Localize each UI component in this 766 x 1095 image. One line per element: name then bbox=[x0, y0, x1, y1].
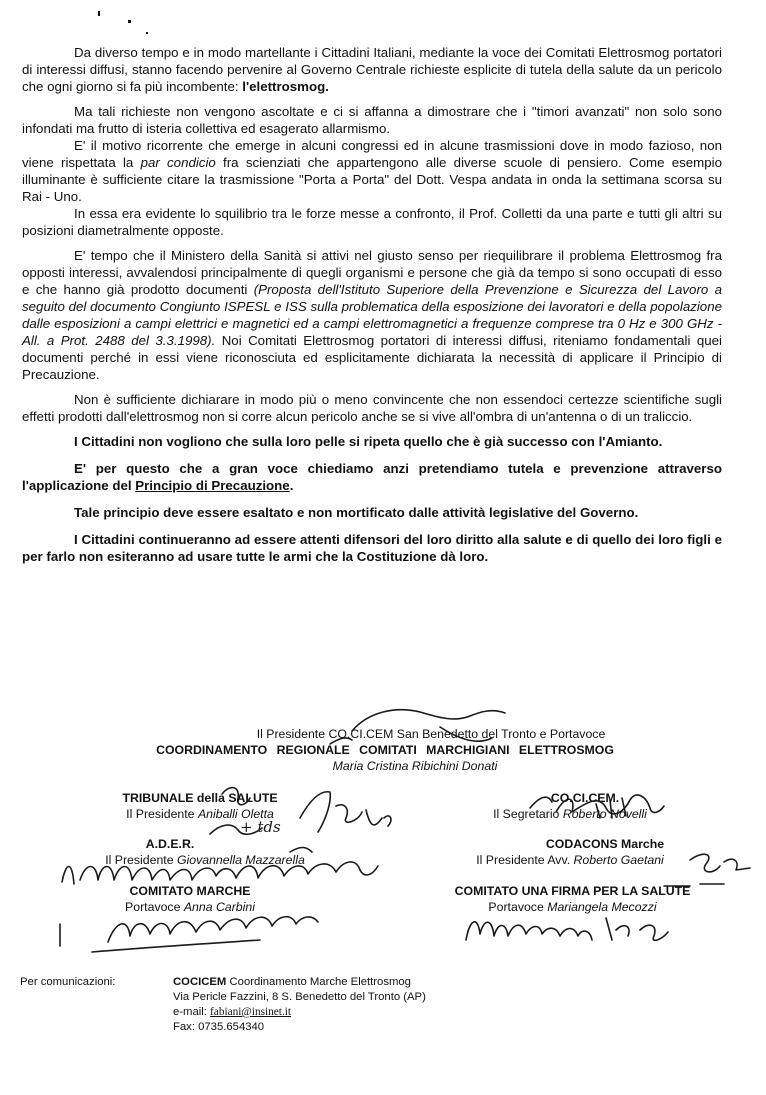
signature-comitato-marche bbox=[108, 917, 318, 942]
paragraph-4: In essa era evidente lo squilibrio tra le forze messe a confronto, il Prof. Colletti da una parte e tutti gli altri su posizioni diametralmente opposte. bbox=[22, 206, 722, 238]
signatory-name: Aniballi Oletta bbox=[197, 807, 274, 821]
signature-comitato-firma bbox=[466, 922, 592, 940]
signature-tribunale bbox=[300, 792, 391, 832]
contact-details bbox=[173, 975, 573, 1035]
signatory-role-line: Il Segretario Roberto Novelli bbox=[493, 807, 647, 821]
signatory-name: Roberto Novelli bbox=[562, 807, 647, 821]
contact-address: Via Pericle Fazzini, 8 S. Benedetto del Tronto (AP) bbox=[173, 991, 426, 1003]
signature-cocicem-secretary bbox=[530, 795, 664, 814]
signature-codacons bbox=[664, 884, 724, 886]
paragraph-5: E' tempo che il Ministero della Sanità si attivi nel giusto senso per riequilibrare il problema Elettrosmog fra opposti interessi, avvalendosi principalmente di quegli organismi e persone che già da tempo si sono occupati di esso e che hanno già prodotto documenti (Proposta dell'Istituto Superiore della Prevenzione e Sicurezza del Lavoro a seguito del documento Congiunto ISPESL e ISS sulla problematica della esposizione dei lavoratori e della popolazione dalle esposizioni a campi elettrici e magnetici ed a campi elettromagnetici a frequenze comprese tra 0 Hz e 300 GHz - All. a Prot. 2488 del 3.3.1998). Noi Comitati Elettrosmog portatori di interessi diffusi, riteniamo fondamentali quei documenti perché in essi viene riconosciuta ed esplicitamente dichiarata la necessità di applicare il Principio di Precauzione. bbox=[22, 248, 722, 382]
contact-email: e-mail: fabiani@insinet.it bbox=[173, 1006, 292, 1018]
signatory-name: Mariangela Mecozzi bbox=[547, 900, 657, 914]
signatory-org: A.D.E.R. bbox=[145, 837, 195, 851]
signatory-name: Giovannella Mazzarella bbox=[176, 853, 305, 867]
signature-comitato-marche bbox=[92, 940, 260, 952]
paragraph-3: E' il motivo ricorrente che emerge in alcuni congressi ed in alcune trasmissioni dove in modo fazioso, non viene rispettata la par condicio fra scienziati che appartengono alle diverse scuole di pensiero. Come esempio illuminante è sufficiente citare la trasmissione "Porta a Porta" del Dott. Vespa andata in onda la settimana scorsa su Rai - Uno. bbox=[22, 138, 722, 204]
paragraph-10: I Cittadini continueranno ad essere attenti difensori del loro diritto alla salute e di quello dei loro figli e per farlo non esiteranno ad usare tutte le armi che la Costituzione dà loro. bbox=[22, 532, 722, 564]
signature-ader bbox=[62, 862, 378, 884]
contact-fax: Fax: 0735.654340 bbox=[173, 1021, 265, 1033]
signatory-org: COMITATO UNA FIRMA PER LA SALUTE bbox=[454, 884, 691, 898]
paragraph-7: I Cittadini non vogliono che sulla loro pelle si ripeta quello che è già successo con l'Amianto. bbox=[74, 434, 663, 449]
paragraph-6: Non è sufficiente dichiarare in modo più o meno convincente che non essendoci certezze scientifiche sugli effetti prodotti dall'elettrosmog non si corre alcun pericolo anche se si vive all'ombra di un'antenna o di un traliccio. bbox=[22, 392, 722, 424]
signatory-org: COORDINAMENTO REGIONALE COMITATI MARCHIGIANI ELETTROSMOG bbox=[156, 743, 614, 757]
signatory-org: COMITATO MARCHE bbox=[129, 884, 251, 898]
paragraph-8: E' per questo che a gran voce chiediamo anzi pretendiamo tutela e prevenzione attraverso l'applicazione del Principio di Precauzione. bbox=[22, 461, 722, 493]
handwritten-note: + tds bbox=[240, 818, 281, 836]
signature-cocicem-president bbox=[352, 710, 505, 731]
signature-cocicem-president bbox=[330, 738, 352, 744]
signatory-role-line: Portavoce Mariangela Mecozzi bbox=[488, 900, 657, 914]
signature-comitato-firma bbox=[606, 918, 668, 940]
signatory-name: Roberto Gaetani bbox=[573, 853, 664, 867]
paragraph-2: Ma tali richieste non vengono ascoltate e ci si affanna a dimostrare che i "timori avanzati" non solo sono infondati ma frutto di isteria collettiva ed esagerato allarmismo. bbox=[22, 104, 722, 136]
signatory-role-line: Il Presidente Avv. Roberto Gaetani bbox=[476, 853, 664, 867]
signatory-org: TRIBUNALE della SALUTE bbox=[122, 791, 278, 805]
signatory-role-line: Il Presidente Giovannella Mazzarella bbox=[105, 853, 305, 867]
signatory-role: Il Presidente CO.CI.CEM San Benedetto del Tronto e Portavoce bbox=[256, 727, 606, 741]
signature-tribunale bbox=[222, 788, 250, 805]
contact-label: Per comunicazioni: bbox=[20, 976, 116, 988]
signature-cocicem-president bbox=[440, 727, 492, 741]
signature-codacons bbox=[690, 854, 750, 872]
signatory-role-line: Portavoce Anna Carbini bbox=[125, 900, 255, 914]
paragraph-9: Tale principio deve essere esaltato e non mortificato dalle attività legislative del Governo. bbox=[74, 505, 639, 520]
signatory-org: CODACONS Marche bbox=[545, 837, 665, 851]
signatory-name: Maria Cristina Ribichini Donati bbox=[332, 759, 498, 773]
email-link[interactable]: fabiani@insinet.it bbox=[210, 1006, 292, 1018]
signature-ader bbox=[290, 848, 312, 853]
contact-org: COCICEM Coordinamento Marche Elettrosmog bbox=[173, 976, 411, 988]
signatory-name: Anna Carbini bbox=[183, 900, 255, 914]
paragraph-1: Da diverso tempo e in modo martellante i Cittadini Italiani, mediante la voce dei Comitati Elettrosmog portatori di interessi diffusi, stanno facendo pervenire al Governo Centrale richieste esplicite di tutela della salute da un pericolo che ogni giorno si fa più incombente: l'elettrosmog. bbox=[22, 45, 722, 94]
signatory-role-line: Il Presidente Aniballi Oletta bbox=[126, 807, 274, 821]
signatory-org: CO.CI.CEM. bbox=[550, 791, 620, 805]
